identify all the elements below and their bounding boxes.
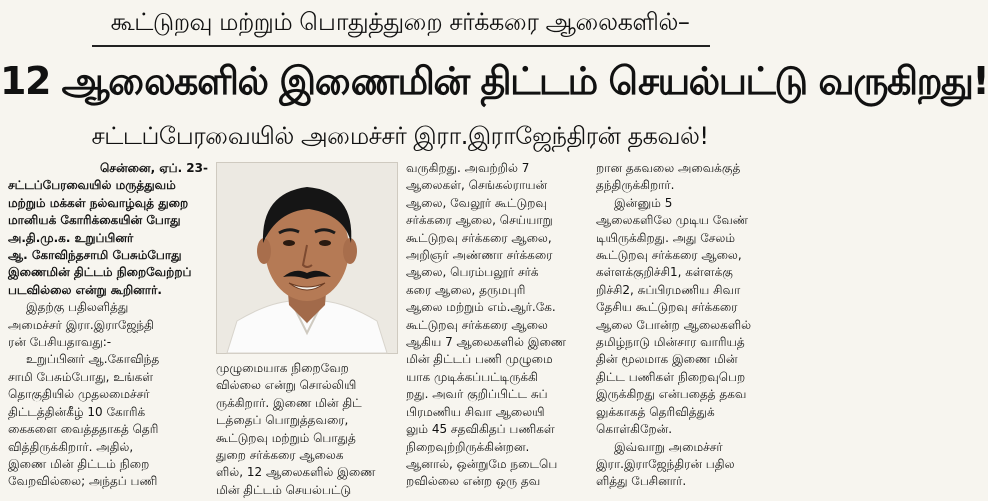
- body-line: டியிருக்கிறது. அது சேலம்: [596, 230, 736, 245]
- body-line: றவில்லை என்ற ஒரு தவ: [406, 474, 541, 489]
- body-line: இணைமின் திட்டம் நிறைவேற்றப்: [8, 265, 192, 280]
- body-line: தொகுதியில் முதலமைச்சர்: [8, 387, 150, 402]
- article-column-1: [8, 160, 208, 500]
- body-line: ஆலை, பெரம்பலூர் சர்க்: [406, 265, 539, 280]
- body-line: ஆலை, வேலூர் கூட்டுறவு: [406, 195, 547, 210]
- body-line: சென்னை, ஏப். 23-: [99, 161, 208, 175]
- body-line: ஆகிய 7 ஆலைகளில் இணை: [406, 335, 567, 350]
- body-line: நிறைவுற்றிருக்கின்றன.: [406, 439, 530, 454]
- body-line: றது. அவர் குறிப்பிட்ட சுப்: [406, 387, 548, 402]
- body-line: ஆலை மற்றும் எம்.ஆர்.கே.: [406, 300, 556, 315]
- body-line: சட்டப்பேரவையில் மருத்துவம்: [8, 178, 176, 193]
- body-line: திட்ட பணிகள் நிறைவுபெற: [596, 369, 746, 384]
- headline: 12 ஆலைகளில் இணைமின் திட்டம் செயல்பட்டு வருகிறது!: [0, 59, 988, 103]
- article-column-3: [406, 160, 588, 500]
- body-line: றிச்சி2, சுப்பிரமணிய சிவா: [596, 282, 741, 297]
- body-line: ரன் பேசியதாவது:-: [8, 335, 112, 350]
- body-line: ளில், 12 ஆலைகளில் இணை: [216, 465, 376, 480]
- body-line: இணை மின் திட்டம் நிறை: [8, 456, 150, 471]
- body-line: கைகளை வைத்ததாகத் தெரி: [8, 422, 159, 437]
- portrait-illustration: [217, 163, 397, 353]
- minister-portrait-photo: [216, 162, 398, 354]
- body-line: ஆலைகளிலே முடிய வேண்: [596, 213, 748, 228]
- body-line: வித்திருக்கிறார். அதில்,: [8, 439, 134, 454]
- body-line: உறுப்பினர் ஆ.கோவிந்த: [26, 352, 160, 367]
- body-line: வில்லை என்று சொல்லியி: [216, 378, 357, 393]
- body-line: தேசிய கூட்டுறவு சர்க்கரை: [596, 300, 738, 315]
- body-line: கரை ஆலை, தருமபுரி: [406, 282, 526, 297]
- body-line: அ.தி.மு.க. உறுப்பினர்: [8, 230, 134, 245]
- body-line: சர்க்கரை ஆலை, செய்யாறு: [406, 213, 553, 228]
- body-line: ஆலை போன்ற ஆலைகளில்: [596, 317, 752, 332]
- kicker-divider: [92, 45, 710, 47]
- body-line: கூட்டுறவு மற்றும் பொதுத்: [216, 430, 356, 445]
- body-line: சாமி பேசும்போது, உங்கள்: [8, 369, 154, 384]
- body-line: இருக்கிறது என்பதைத் தகவ: [596, 387, 747, 402]
- body-line: றான தகவலை அவைக்குத்: [596, 161, 741, 175]
- body-line: கூட்டுறவு சர்க்கரை ஆலை: [406, 317, 548, 332]
- body-line: அமைச்சர் இரா.இராஜேந்தி: [8, 317, 154, 332]
- body-line: ஆனால், ஒன்றுமே நடைபெ: [406, 456, 558, 471]
- body-line: இவ்வாறு அமைச்சர்: [614, 439, 723, 454]
- body-line: தமிழ்நாடு மின்சார வாரியத்: [596, 335, 745, 350]
- body-line: தந்திருக்கிறார்.: [596, 178, 675, 193]
- body-line: மின் திட்டப் பணி முழுமை: [406, 352, 553, 367]
- body-line: ளித்து பேசினார்.: [596, 474, 687, 489]
- body-line: மின் திட்டம் செயல்பட்டு: [216, 482, 352, 497]
- body-line: யாக முடிக்கப்பட்டிருக்கி: [406, 369, 538, 384]
- body-line: திட்டத்தின்கீழ் 10 கோரிக்: [8, 404, 146, 419]
- body-line: வேறவில்லை; அந்தப் பணி: [8, 474, 158, 489]
- body-line: இன்னும் 5: [614, 195, 673, 210]
- body-line: கொள்கிறேன்.: [596, 422, 673, 437]
- article-column-2: [216, 360, 398, 500]
- body-line: கள்ளக்குறிச்சி1, கள்ளக்கு: [596, 265, 733, 280]
- body-line: இதற்கு பதிலளித்து: [26, 300, 129, 315]
- body-line: ஆ. கோவிந்தசாமி பேசும்போது: [8, 248, 182, 263]
- body-line: வருகிறது. அவற்றில் 7: [406, 161, 530, 175]
- body-line: இரா.இராஜேந்திரன் பதில: [596, 456, 735, 471]
- body-line: தின் மூலமாக இணை மின்: [596, 352, 738, 367]
- body-line: படவில்லை என்று கூறினார்.: [8, 282, 162, 297]
- body-line: கூட்டுறவு சர்க்கரை ஆலை,: [406, 230, 552, 245]
- body-line: லுக்காகத் தெரிவித்துக்: [596, 404, 715, 419]
- body-line: கூட்டுறவு சர்க்கரை ஆலை,: [596, 248, 742, 263]
- body-line: பிரமணிய சிவா ஆலையி: [406, 404, 545, 419]
- kicker-line: கூட்டுறவு மற்றும் பொதுத்துறை சர்க்கரை ஆலைகளில்–: [110, 8, 690, 36]
- body-line: லும் 45 சதவிகிதப் பணிகள்: [406, 422, 555, 437]
- body-line: டத்தைப் பொறுத்தவரை,: [216, 413, 349, 428]
- body-line: ஆலைகள், செங்கல்ராயன்: [406, 178, 548, 193]
- body-line: மற்றும் மக்கள் நல்வாழ்வுத் துறை: [8, 195, 189, 210]
- body-line: முழுமையாக நிறைவேற: [216, 361, 349, 375]
- body-line: ருக்கிறார். இணை மின் திட்: [216, 395, 362, 410]
- body-line: துறை சர்க்கரை ஆலைக: [216, 448, 344, 463]
- article-column-4: [596, 160, 792, 500]
- body-line: அறிஞர் அண்ணா சர்க்கரை: [406, 248, 553, 263]
- body-line: மானியக் கோரிக்கையின் போது: [8, 213, 181, 228]
- subheadline: சட்டப்பேரவையில் அமைச்சர் இரா.இராஜேந்திரன் தகவல்!: [91, 122, 709, 150]
